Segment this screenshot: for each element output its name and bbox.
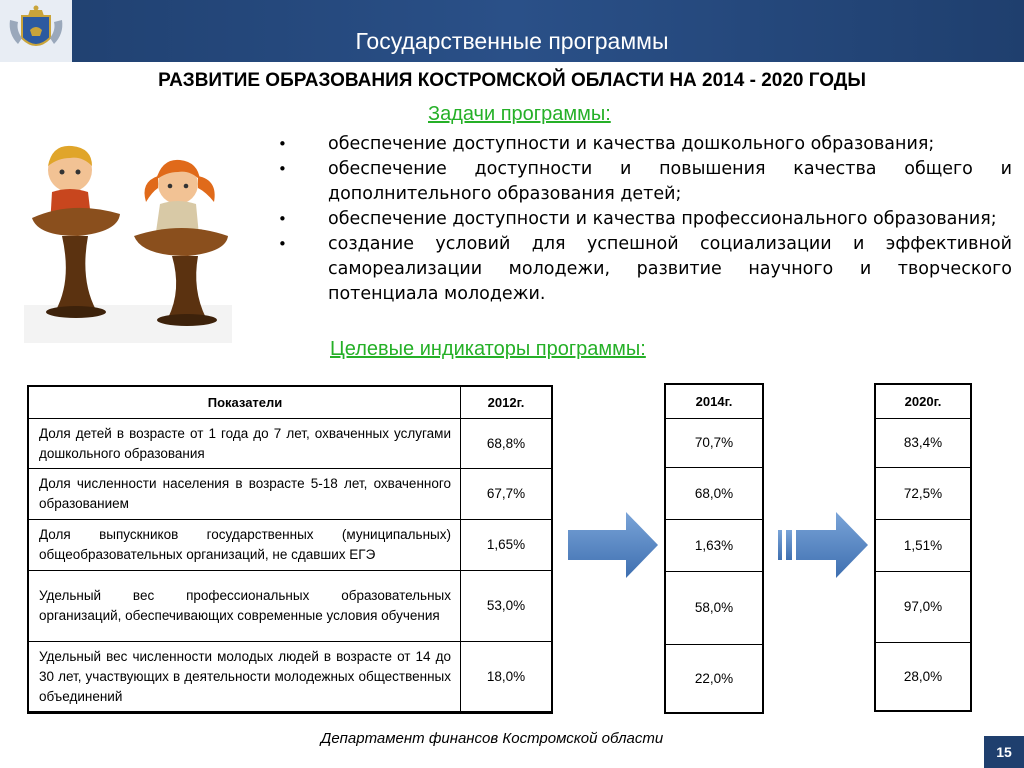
task-item: • обеспечение доступности и качества дошкольного образования; xyxy=(276,132,1012,157)
value-2020: 1,51% xyxy=(903,537,943,553)
value-2014: 58,0% xyxy=(694,600,734,615)
value-2012: 18,0% xyxy=(486,668,526,684)
table-row xyxy=(876,643,970,710)
value-2020: 28,0% xyxy=(903,668,943,684)
indicator-name: Удельный вес профессиональных образовательных организаций, обеспечивающих современные условия обучения xyxy=(39,588,451,623)
arrow-right-icon xyxy=(568,512,658,578)
page-title: РАЗВИТИЕ ОБРАЗОВАНИЯ КОСТРОМСКОЙ ОБЛАСТИ НА 2014 - 2020 ГОДЫ xyxy=(158,70,866,91)
header-cell-2014: 2014г. xyxy=(695,393,733,409)
footer-department: Департамент финансов Костромской области xyxy=(320,730,664,747)
table-row xyxy=(29,469,551,520)
value-2012: 67,7% xyxy=(486,486,526,501)
indicator-name: Доля численности населения в возрасте 5-18 лет, охваченного образованием xyxy=(39,476,451,511)
page-number: 15 xyxy=(984,736,1024,768)
task-item: • создание условий для успешной социализации и эффективной самореализации молодежи, развитие научного и творческого потенциала молодежи. xyxy=(276,232,1012,307)
task-item: • обеспечение доступности и повышения качества общего и дополнительного образования детей; xyxy=(276,157,1012,207)
header-title: Государственные программы xyxy=(355,28,669,54)
value-2012: 1,65% xyxy=(486,537,526,552)
table-header-row xyxy=(666,385,762,419)
table-row xyxy=(666,572,762,645)
header-cell-indicator: Показатели xyxy=(207,394,283,410)
table-row xyxy=(666,520,762,572)
table-row xyxy=(666,645,762,712)
indicator-name: Удельный вес численности молодых людей в возрасте от 14 до 30 лет, участвующих в деятельности молодежных общественных объединений xyxy=(39,648,451,704)
table-row xyxy=(29,571,551,642)
indicator-name: Доля детей в возрасте от 1 года до 7 лет, охваченных услугами дошкольного образования xyxy=(39,425,451,461)
value-2014: 68,0% xyxy=(694,485,734,501)
table-header-row xyxy=(876,385,970,419)
value-2012: 53,0% xyxy=(486,598,526,613)
header-cell-2020: 2020г. xyxy=(904,393,942,409)
table-row xyxy=(876,419,970,468)
arrow-right-icon xyxy=(778,512,868,578)
value-2014: 70,7% xyxy=(694,435,734,450)
table-header-row xyxy=(29,387,551,419)
value-2020: 72,5% xyxy=(903,485,943,501)
task-item: • обеспечение доступности и качества профессионального образования; xyxy=(276,207,1012,232)
indicators-table-2012 xyxy=(27,385,553,714)
table-row xyxy=(666,468,762,520)
column-divider xyxy=(460,387,461,712)
tasks-list xyxy=(276,132,1012,307)
schoolchildren-illustration xyxy=(22,140,234,345)
tasks-heading: Задачи программы: xyxy=(428,103,611,125)
indicator-name: Доля выпускников государственных (муниципальных) общеобразовательных организаций, не сдавших ЕГЭ xyxy=(39,527,451,562)
value-2020: 97,0% xyxy=(903,599,943,614)
value-2014: 22,0% xyxy=(694,670,734,686)
table-row xyxy=(29,419,551,469)
value-2014: 1,63% xyxy=(694,537,734,553)
table-row xyxy=(876,520,970,572)
table-row xyxy=(666,419,762,468)
table-row xyxy=(876,572,970,643)
table-row xyxy=(29,520,551,571)
header-bar xyxy=(0,0,1024,62)
indicators-heading: Целевые индикаторы программы: xyxy=(330,338,646,360)
header-cell-2012: 2012г. xyxy=(487,394,525,410)
value-2012: 68,8% xyxy=(486,435,526,451)
table-row xyxy=(29,642,551,712)
table-row xyxy=(876,468,970,520)
value-2020: 83,4% xyxy=(903,435,943,450)
indicators-table-2014 xyxy=(664,383,764,714)
indicators-table-2020 xyxy=(874,383,972,712)
